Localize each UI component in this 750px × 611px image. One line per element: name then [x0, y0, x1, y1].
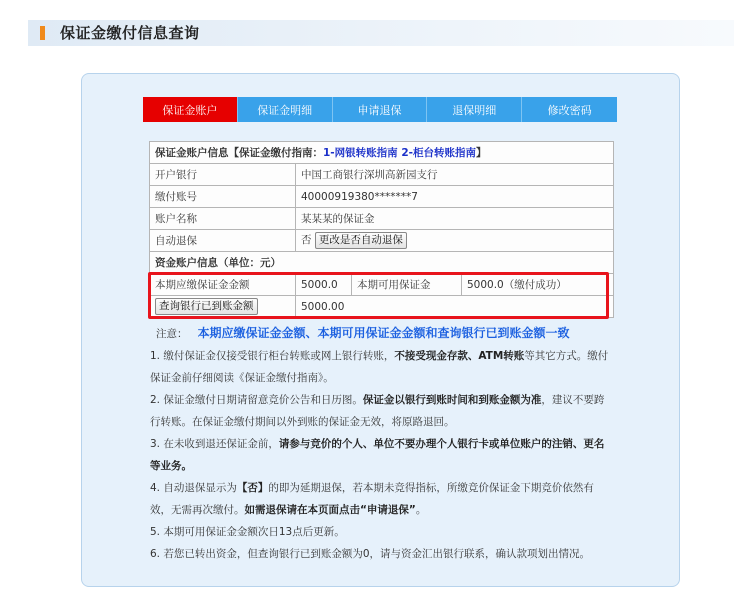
- auto-refund-value: 否: [301, 234, 312, 246]
- funds-section-title: 资金账户信息（单位：元）: [150, 252, 614, 274]
- available-amount-label: 本期可用保证金: [352, 274, 462, 296]
- account-section-title: 保证金账户信息【保证金缴付指南：: [155, 147, 323, 159]
- tab-deposit-account[interactable]: 保证金账户: [143, 97, 238, 122]
- bank-value: 中国工商银行深圳高新园支行: [296, 164, 614, 186]
- note-item-1: [150, 345, 614, 389]
- note-bold: 不接受现金存款、ATM转账: [394, 350, 525, 362]
- auto-refund-label: 自动退保: [150, 230, 296, 252]
- notes-emphasis: 本期应缴保证金金额、本期可用保证金金额和查询银行已到账金额一致: [197, 326, 570, 340]
- tab-refund-details[interactable]: 退保明细: [427, 97, 522, 122]
- note-text: 4. 自动退保显示为: [150, 482, 237, 494]
- counter-transfer-guide-link[interactable]: 2-柜台转账指南: [401, 147, 476, 159]
- due-amount-value: 5000.0: [296, 274, 352, 296]
- table-row: [150, 186, 614, 208]
- note-item-2: [150, 389, 614, 433]
- account-info-table: [149, 141, 614, 318]
- header-accent-mark: [40, 26, 45, 40]
- note-text: 的即为延期退保，若本期未竞得指标，所缴竞价保证金下期竞价依然有效，无需再次缴付。: [150, 482, 594, 516]
- notes-label: 注意：: [156, 328, 188, 340]
- change-auto-refund-button[interactable]: 更改是否自动退保: [315, 232, 407, 249]
- table-row: [150, 164, 614, 186]
- note-text: 2. 保证金缴付日期请留意竞价公告和日历图。: [150, 394, 363, 406]
- bank-label: 开户银行: [150, 164, 296, 186]
- note-bold: 请参与竞价的个人、单位不要办理个人银行卡或单位账户的注销、更名等业务。: [150, 438, 605, 472]
- tab-deposit-details[interactable]: 保证金明细: [238, 97, 333, 122]
- available-amount-value: 5000.0（缴付成功）: [462, 274, 614, 296]
- tab-bar: [143, 97, 617, 122]
- account-number-value: 40000919380*******7: [296, 186, 614, 208]
- table-row: [150, 230, 614, 252]
- account-name-label: 账户名称: [150, 208, 296, 230]
- notes-header: [150, 322, 614, 345]
- query-button-cell: [150, 296, 296, 318]
- note-bold: 如需退保请在本页面点击“申请退保”: [244, 504, 416, 516]
- table-row: [150, 208, 614, 230]
- account-name-value: 某某某的保证金: [296, 208, 614, 230]
- account-number-label: 缴付账号: [150, 186, 296, 208]
- bank-received-value: 5000.00: [296, 296, 614, 318]
- notes-section: [150, 322, 614, 565]
- account-section-header: [150, 142, 614, 164]
- note-text: 3. 在未收到退还保证金前，: [150, 438, 279, 450]
- online-transfer-guide-link[interactable]: 1-网银转账指南: [323, 147, 398, 159]
- auto-refund-cell: [296, 230, 614, 252]
- note-text: 等其它方式。缴付保证金前仔细阅读《保证金缴付指南》。: [150, 350, 609, 384]
- due-amount-label: 本期应缴保证金金额: [150, 274, 296, 296]
- tab-apply-refund[interactable]: 申请退保: [333, 97, 428, 122]
- note-bold: 【否】: [236, 482, 269, 494]
- note-bold: 保证金以银行到账时间和到账金额为准: [362, 394, 542, 406]
- section-close-bracket: 】: [476, 147, 487, 159]
- query-bank-received-button[interactable]: 查询银行已到账金额: [155, 298, 258, 315]
- note-text: 1. 缴付保证金仅接受银行柜台转账或网上银行转账，: [150, 350, 395, 362]
- tab-change-password[interactable]: 修改密码: [522, 97, 617, 122]
- table-row: [150, 252, 614, 274]
- table-row: [150, 142, 614, 164]
- table-row: [150, 274, 614, 296]
- page-title: 保证金缴付信息查询: [60, 24, 200, 42]
- note-item-6: 6. 若您已转出资金，但查询银行已到账金额为0，请与资金汇出银行联系，确认款项划出情况。: [150, 548, 591, 560]
- note-item-4: [150, 477, 614, 521]
- note-text: ，建议不要跨行转账。在保证金缴付期间以外到账的保证金无效，将原路退回。: [150, 394, 605, 428]
- note-text: 。: [415, 504, 427, 516]
- note-item-3: [150, 433, 614, 477]
- note-item-5: 5. 本期可用保证金金额次日13点后更新。: [150, 526, 345, 538]
- table-row: [150, 296, 614, 318]
